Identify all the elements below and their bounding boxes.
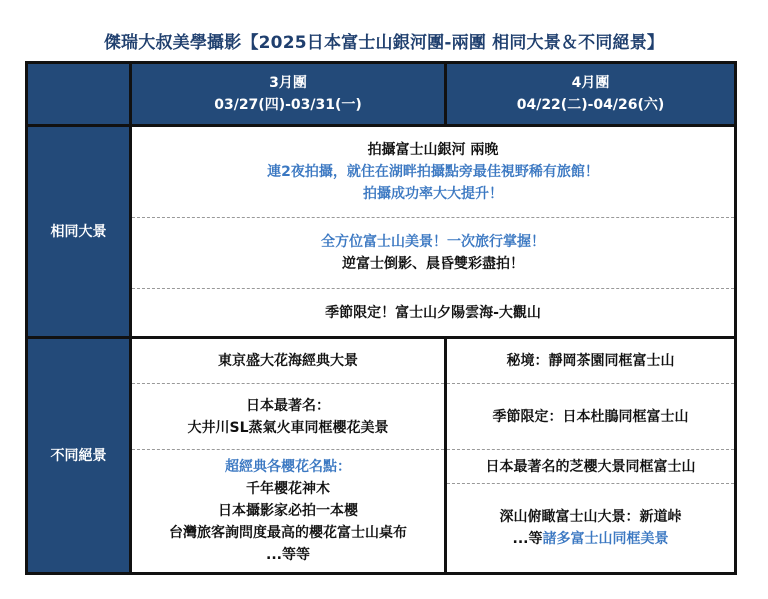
march-item-3-line: 日本攝影家必拍一本櫻	[218, 503, 358, 519]
same-block-1-line: 拍攝成功率大大提升！	[363, 186, 503, 202]
comparison-table	[25, 61, 737, 575]
march-item-3-line: ...等等	[266, 547, 310, 563]
april-item-4-line	[513, 528, 669, 550]
same-block-2	[132, 217, 734, 288]
march-tour-name: 3月團	[269, 75, 307, 91]
march-item-1	[132, 339, 444, 383]
april-item-2	[447, 383, 734, 449]
april-item-1	[447, 339, 734, 383]
march-item-2	[132, 383, 444, 449]
march-item-2-line: 日本最著名：	[246, 397, 330, 414]
header-april	[447, 64, 734, 124]
header-corner-cell	[28, 64, 129, 124]
april-item-1-text: 秘境：靜岡茶園同框富士山	[506, 353, 675, 369]
april-item-4-prefix: ...等	[512, 531, 543, 547]
april-tour-name: 4月團	[571, 75, 610, 91]
march-item-3-line: 台灣旅客詢問度最高的櫻花富士山桌布	[169, 525, 407, 541]
april-item-4-suffix: 諸多富士山同框美景	[542, 531, 669, 547]
april-item-2-text: 季節限定：日本杜鵑同框富士山	[492, 408, 689, 425]
april-tour-dates: 04/22(二)-04/26(六)	[516, 97, 665, 113]
april-item-3	[447, 449, 734, 483]
march-tour-dates: 03/27(四)-03/31(一)	[214, 97, 362, 113]
row-label-diff-text: 不同絕景	[50, 447, 107, 464]
same-block-1-line: 拍攝富士山銀河 兩晚	[367, 142, 499, 158]
same-block-2-line: 全方位富士山美景！一次旅行掌握！	[321, 234, 545, 250]
same-block-3-line: 季節限定！富士山夕陽雲海-大觀山	[325, 304, 541, 321]
row-label-diff	[28, 339, 129, 572]
same-block-1	[132, 127, 734, 217]
header-march	[132, 64, 444, 124]
april-item-4	[447, 483, 734, 572]
page-title: 傑瑞大叔美學攝影【2025日本富士山銀河團-兩團 相同大景＆不同絕景】	[103, 33, 665, 53]
march-item-2-line: 大井川SL蒸氣火車同框櫻花美景	[187, 419, 389, 436]
row-label-same-text: 相同大景	[50, 223, 107, 240]
march-item-3	[132, 449, 444, 572]
april-item-3-text: 日本最著名的芝櫻大景同框富士山	[485, 458, 696, 475]
same-block-3	[132, 288, 734, 336]
march-item-3-line: 千年櫻花神木	[246, 481, 330, 497]
april-item-4-line: 深山俯瞰富士山大景：新道峠	[499, 509, 682, 525]
same-block-1-line: 連2夜拍攝，就住在湖畔拍攝點旁最佳視野稀有旅館！	[267, 164, 599, 180]
row-label-same	[28, 127, 129, 336]
same-block-2-line: 逆富士倒影、晨昏雙彩盡拍！	[342, 256, 524, 272]
march-item-3-heading: 超經典各櫻花名點：	[225, 459, 351, 475]
march-item-1-text: 東京盛大花海經典大景	[218, 353, 358, 369]
grid-line	[444, 64, 447, 124]
